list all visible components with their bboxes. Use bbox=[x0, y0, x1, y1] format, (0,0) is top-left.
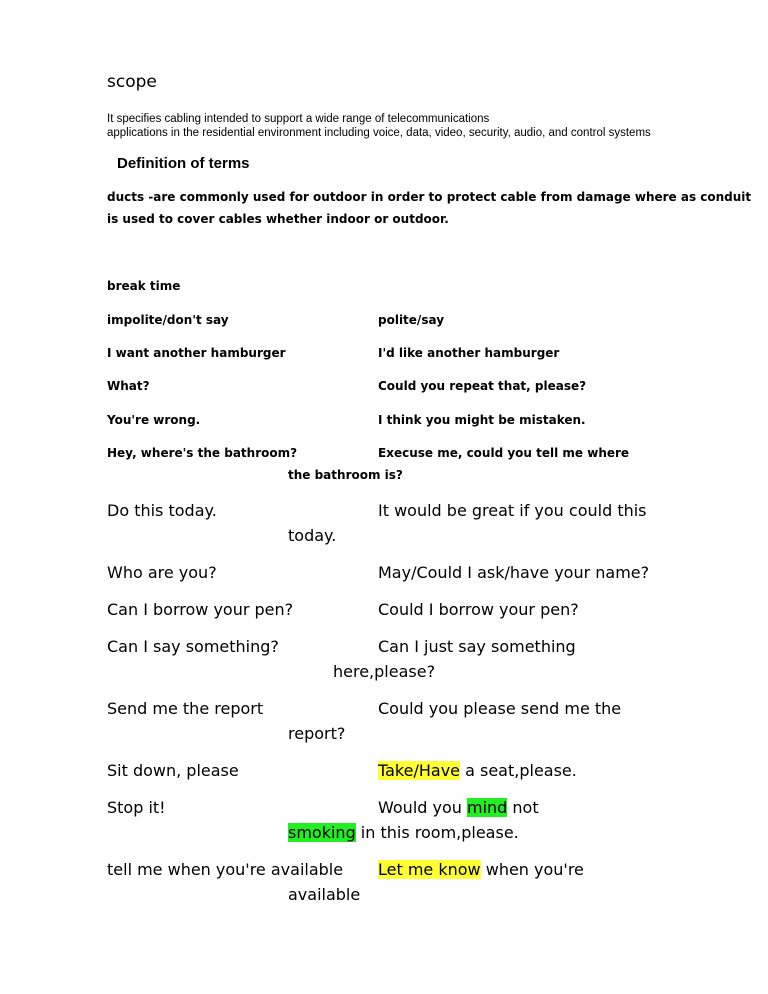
polite-phrase: Could I borrow your pen? bbox=[378, 600, 579, 619]
polite-phrase-continued: available bbox=[288, 885, 361, 904]
intro-line-2: applications in the residential environment including voice, data, video, security, audio, and control systems bbox=[107, 127, 651, 139]
polite-phrase-continued: smoking in this room,please. bbox=[288, 823, 519, 842]
definition-line-1: ducts -are commonly used for outdoor in order to protect cable from damage where as conduit bbox=[107, 190, 752, 204]
polite-phrase: Would you mind not bbox=[378, 798, 539, 817]
impolite-phrase: tell me when you're available bbox=[107, 860, 344, 879]
highlighted-phrase: Take/Have bbox=[378, 761, 461, 780]
impolite-phrase: Can I say something? bbox=[107, 637, 279, 656]
polite-phrase-continued: report? bbox=[288, 724, 346, 743]
polite-phrase: It would be great if you could this bbox=[378, 501, 647, 520]
polite-phrase: Could you please send me the bbox=[378, 699, 622, 718]
highlighted-word: mind bbox=[466, 798, 508, 817]
impolite-phrase: Send me the report bbox=[107, 699, 264, 718]
break-time-label: break time bbox=[107, 279, 181, 293]
impolite-phrase: Sit down, please bbox=[107, 761, 239, 780]
definition-heading: Definition of terms bbox=[117, 155, 250, 172]
polite-phrase: Let me know when you're bbox=[378, 860, 584, 879]
impolite-phrase: You're wrong. bbox=[107, 413, 201, 427]
impolite-phrase: Who are you? bbox=[107, 563, 217, 582]
polite-phrase: Could you repeat that, please? bbox=[378, 379, 587, 393]
impolite-phrase: I want another hamburger bbox=[107, 346, 286, 360]
impolite-phrase: Stop it! bbox=[107, 798, 166, 817]
impolite-phrase: Can I borrow your pen? bbox=[107, 600, 294, 619]
column-header-polite: polite/say bbox=[378, 313, 445, 327]
section-title-scope: scope bbox=[107, 72, 157, 92]
polite-phrase: I'd like another hamburger bbox=[378, 346, 560, 360]
polite-phrase: May/Could I ask/have your name? bbox=[378, 563, 650, 582]
intro-line-1: It specifies cabling intended to support a wide range of telecommunications bbox=[107, 113, 490, 125]
highlighted-phrase: Let me know bbox=[378, 860, 481, 879]
impolite-phrase: What? bbox=[107, 379, 150, 393]
polite-phrase: Execuse me, could you tell me where bbox=[378, 446, 630, 460]
highlighted-word: smoking bbox=[288, 823, 356, 842]
impolite-phrase: Do this today. bbox=[107, 501, 217, 520]
polite-phrase: I think you might be mistaken. bbox=[378, 413, 586, 427]
polite-phrase: Can I just say something bbox=[378, 637, 576, 656]
impolite-phrase: Hey, where's the bathroom? bbox=[107, 446, 298, 460]
polite-phrase-continued: here,please? bbox=[333, 662, 436, 681]
polite-phrase: Take/Have a seat,please. bbox=[378, 761, 577, 780]
polite-phrase-continued: the bathroom is? bbox=[288, 468, 403, 482]
definition-line-2: is used to cover cables whether indoor or outdoor. bbox=[107, 212, 449, 226]
column-header-impolite: impolite/don't say bbox=[107, 313, 229, 327]
polite-phrase-continued: today. bbox=[288, 526, 337, 545]
